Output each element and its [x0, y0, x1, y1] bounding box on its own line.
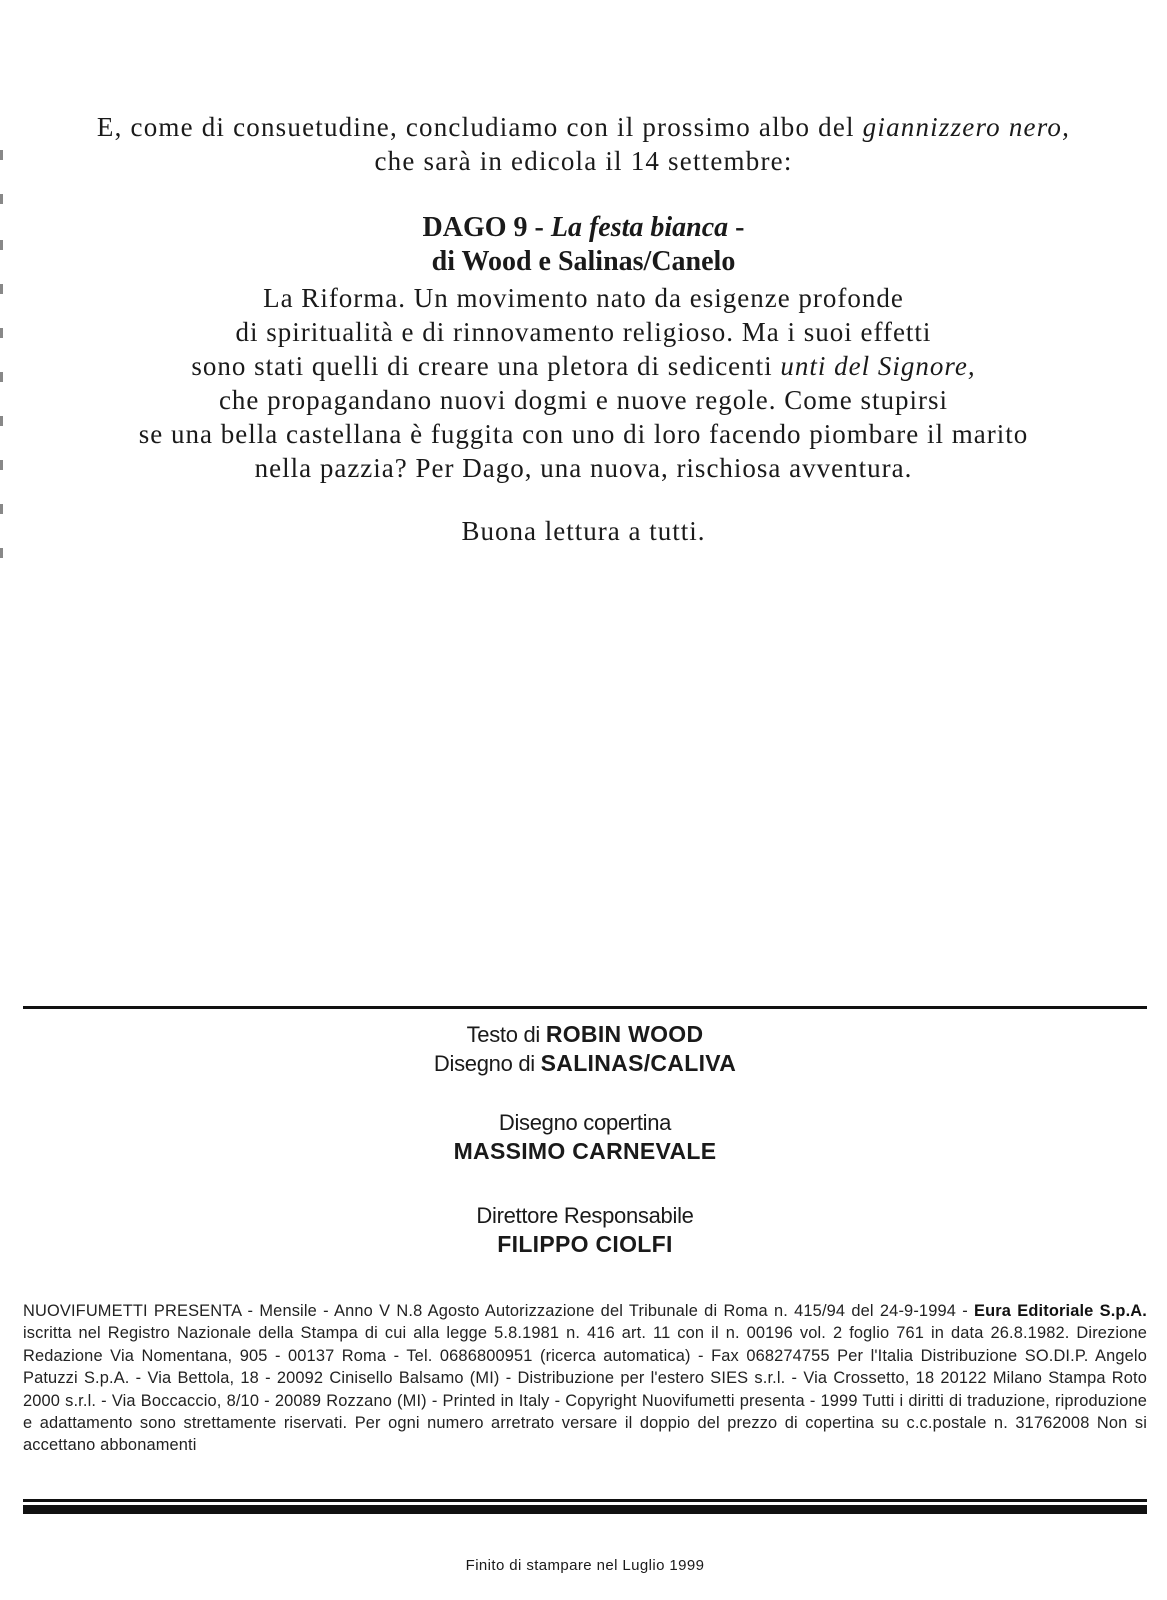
legal-notice: NUOVIFUMETTI PRESENTA - Mensile - Anno V N.8 Agosto Autorizzazione del Tribunale di Roma n. 415/94 del 24-9-1994 - Eura Editoriale S.p.A. iscritta nel Registro Nazionale della Stampa di cui alla legge 5.8.1981 n. 416 art. 11 con il n. 00196 vol. 2 foglio 761 in data 26.8.1982. Direzione Redazione Via Nomentana, 905 - 00137 Roma - Tel. 0686800951 (ricerca automatica) - Fax 068274755 Per l'Italia Distribuzione SO.DI.P. Angelo Patuzzi S.p.A. - Via Bettola, 18 - 20092 Cinisello Balsamo (MI) - Distribuzione per l'estero SIES s.r.l. - Via Crossetto, 18 20122 Milano Stampa Roto 2000 s.r.l. - Via Boccaccio, 8/10 - 20089 Rozzano (MI) - Printed in Italy - Copyright Nuovifumetti presenta - 1999 Tutti i diritti di traduzione, riproduzione e adattamento sono strettamente riservati. Per ogni numero arretrato versare il doppio del prezzo di copertina su c.c.postale n. 31762008 Non si accettano abbonamenti [23, 1302, 1147, 1455]
divider-rule [23, 1006, 1147, 1009]
synopsis-line: La Riforma. Un movimento nato da esigenze profonde [263, 283, 904, 313]
closing-greeting: Buona lettura a tutti. [461, 516, 706, 546]
next-issue-authors: di Wood e Salinas/Canelo [431, 246, 736, 277]
intro-line-1: E, come di consuetudine, concludiamo con il prossimo albo del giannizzero nero, [96, 112, 1071, 142]
synopsis-line: di spiritualità e di rinnovamento religioso. Ma i suoi effetti [235, 317, 932, 347]
intro-paragraph [20, 110, 1147, 178]
next-issue-title: DAGO 9 - La festa bianca - [422, 212, 745, 243]
credit-cover: Disegno copertina MASSIMO CARNEVALE [453, 1110, 717, 1164]
footer-rule-thick [23, 1505, 1147, 1514]
credits-block [23, 1020, 1147, 1078]
printing-date: Finito di stampare nel Luglio 1999 [465, 1557, 705, 1574]
publisher-name: Eura Editoriale S.p.A. [974, 1302, 1147, 1320]
series-name: giannizzero nero, [862, 112, 1071, 142]
synopsis-line: nella pazzia? Per Dago, una nuova, rischiosa avventura. [254, 453, 913, 483]
credit-director: Direttore Responsabile FILIPPO CIOLFI [476, 1203, 694, 1257]
scan-edge-marks [0, 150, 4, 570]
synopsis-line: sono stati quelli di creare una pletora di sedicenti unti del Signore, [191, 351, 976, 381]
credit-drawing: Disegno di SALINAS/CALIVA [433, 1050, 737, 1076]
synopsis-line: che propagandano nuovi dogmi e nuove regole. Come stupirsi [218, 385, 949, 415]
footer-rule-thin [23, 1499, 1147, 1502]
next-issue-announcement [20, 211, 1147, 279]
intro-line-2: che sarà in edicola il 14 settembre: [374, 146, 793, 176]
credit-text: Testo di ROBIN WOOD [466, 1021, 704, 1047]
synopsis-paragraph [20, 281, 1147, 485]
synopsis-line: se una bella castellana è fuggita con uno di loro facendo piombare il marito [138, 419, 1029, 449]
